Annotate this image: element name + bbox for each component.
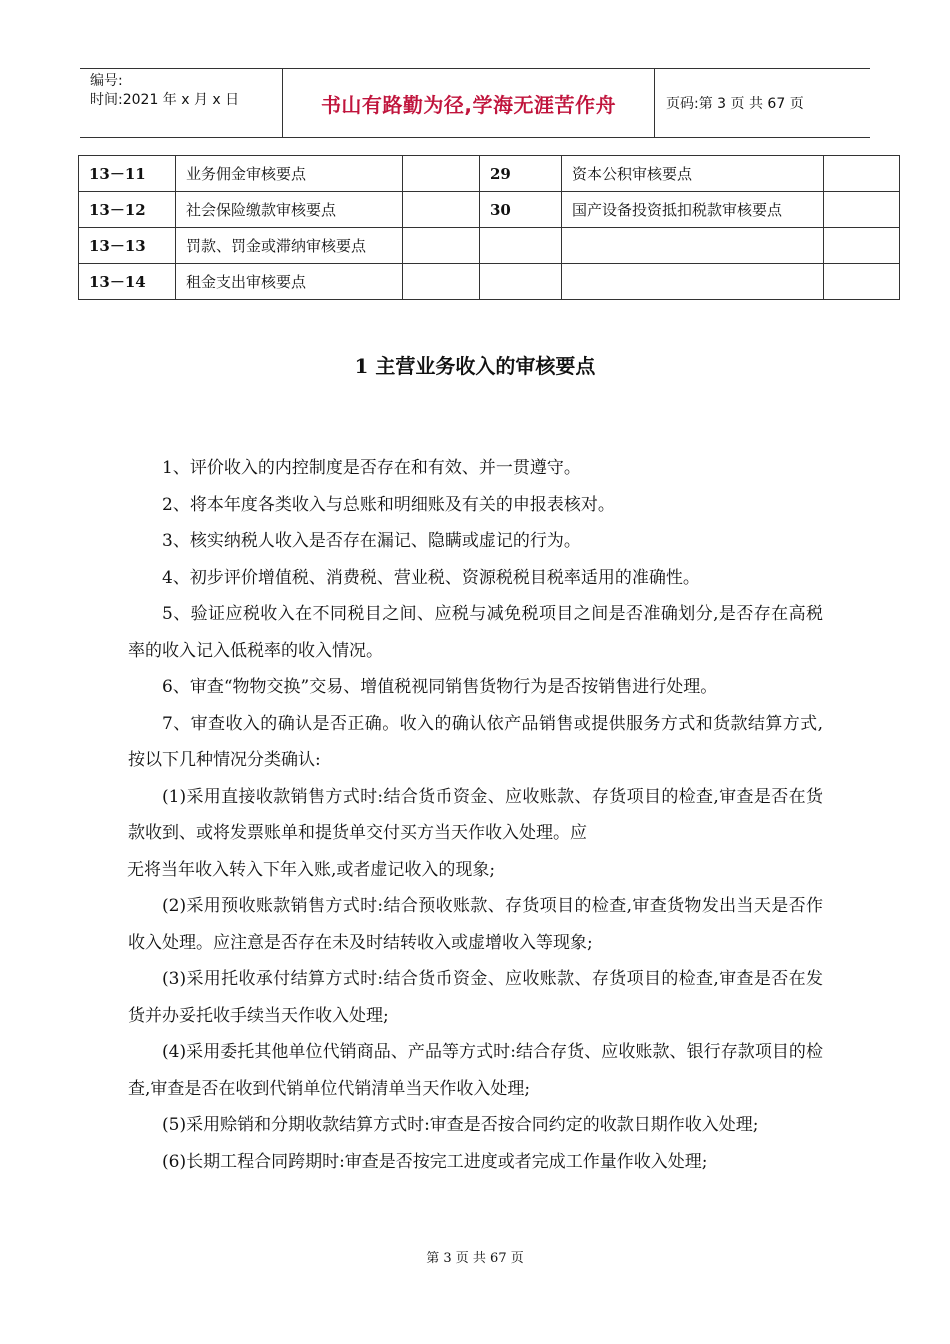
- toc-right-number: 30: [480, 192, 562, 228]
- paragraph: (1)采用直接收款销售方式时:结合货币资金、应收账款、存货项目的检查,审查是否在货款收到、或将发票账单和提货单交付买方当天作收入处理。应: [128, 786, 823, 843]
- paragraph: 2、将本年度各类收入与总账和明细账及有关的申报表核对。: [162, 494, 615, 515]
- toc-left-blank: [403, 156, 480, 192]
- paragraph: 5、验证应税收入在不同税目之间、应税与减免税项目之间是否准确划分,是否存在高税率的收入记入低税率的收入情况。: [128, 604, 823, 661]
- time-label: 时间:2021 年 x 月 x 日: [90, 92, 240, 108]
- section-title: 1 主营业务收入的审核要点: [354, 354, 596, 378]
- paragraph: 4、初步评价增值税、消费税、营业税、资源税税目税率适用的准确性。: [162, 567, 700, 588]
- toc-right-blank: [824, 192, 900, 228]
- toc-right-number: [480, 264, 562, 300]
- toc-left-number: 13－12: [79, 192, 176, 228]
- page-header: [80, 68, 870, 138]
- toc-left-number: 13－13: [79, 228, 176, 264]
- paragraph: (3)采用托收承付结算方式时:结合货币资金、应收账款、存货项目的检查,审查是否在发货并办妥托收手续当天作收入处理;: [128, 969, 823, 1026]
- paragraph: (6)长期工程合同跨期时:审查是否按完工进度或者完成工作量作收入处理;: [162, 1151, 708, 1172]
- toc-left-blank: [403, 228, 480, 264]
- toc-right-blank: [824, 156, 900, 192]
- header-page-info: 页码:第 3 页 共 67 页: [666, 96, 804, 112]
- page-footer: 第 3 页 共 67 页: [426, 1251, 524, 1266]
- toc-left-title: 业务佣金审核要点: [176, 156, 403, 192]
- paragraph: (5)采用赊销和分期收款结算方式时:审查是否按合同约定的收款日期作收入处理;: [162, 1115, 759, 1135]
- paragraph: 6、审查“物物交换”交易、增值税视同销售货物行为是否按销售进行处理。: [162, 677, 718, 697]
- paragraph: 1、评价收入的内控制度是否存在和有效、并一贯遵守。: [162, 458, 581, 478]
- toc-left-number: 13－14: [79, 264, 176, 300]
- toc-row: [79, 228, 900, 264]
- paragraph: 无将当年收入转入下年入账,或者虚记收入的现象;: [127, 859, 496, 880]
- toc-left-number: 13－11: [79, 156, 176, 192]
- toc-right-number: [480, 228, 562, 264]
- paragraph: (4)采用委托其他单位代销商品、产品等方式时:结合存货、应收账款、银行存款项目的检查,审查是否在收到代销单位代销清单当天作收入处理;: [128, 1042, 823, 1099]
- paragraph: (2)采用预收账款销售方式时:结合预收账款、存货项目的检查,审查货物发出当天是否作收入处理。应注意是否存在未及时结转收入或虚增收入等现象;: [128, 896, 823, 953]
- header-motto: 书山有路勤为径,学海无涯苦作舟: [283, 69, 655, 137]
- body-text: [128, 450, 823, 1180]
- toc-left-title: 社会保险缴款审核要点: [176, 192, 403, 228]
- toc-row: [79, 192, 900, 228]
- paragraph: 3、核实纳税人收入是否存在漏记、隐瞒或虚记的行为。: [162, 531, 581, 551]
- toc-table: [78, 155, 900, 300]
- toc-left-blank: [403, 264, 480, 300]
- toc-right-title: 国产设备投资抵扣税款审核要点: [562, 192, 824, 228]
- toc-right-title: 资本公积审核要点: [562, 156, 824, 192]
- header-meta: [80, 69, 283, 137]
- toc-left-blank: [403, 192, 480, 228]
- toc-right-number: 29: [480, 156, 562, 192]
- toc-right-blank: [824, 228, 900, 264]
- toc-left-title: 租金支出审核要点: [176, 264, 403, 300]
- toc-row: [79, 264, 900, 300]
- toc-right-title: [562, 264, 824, 300]
- toc-right-blank: [824, 264, 900, 300]
- code-label: 编号:: [90, 73, 123, 89]
- toc-left-title: 罚款、罚金或滞纳审核要点: [176, 228, 403, 264]
- toc-row: [79, 156, 900, 192]
- paragraph: 7、审查收入的确认是否正确。收入的确认依产品销售或提供服务方式和货款结算方式,按以下几种情况分类确认:: [128, 713, 823, 770]
- toc-right-title: [562, 228, 824, 264]
